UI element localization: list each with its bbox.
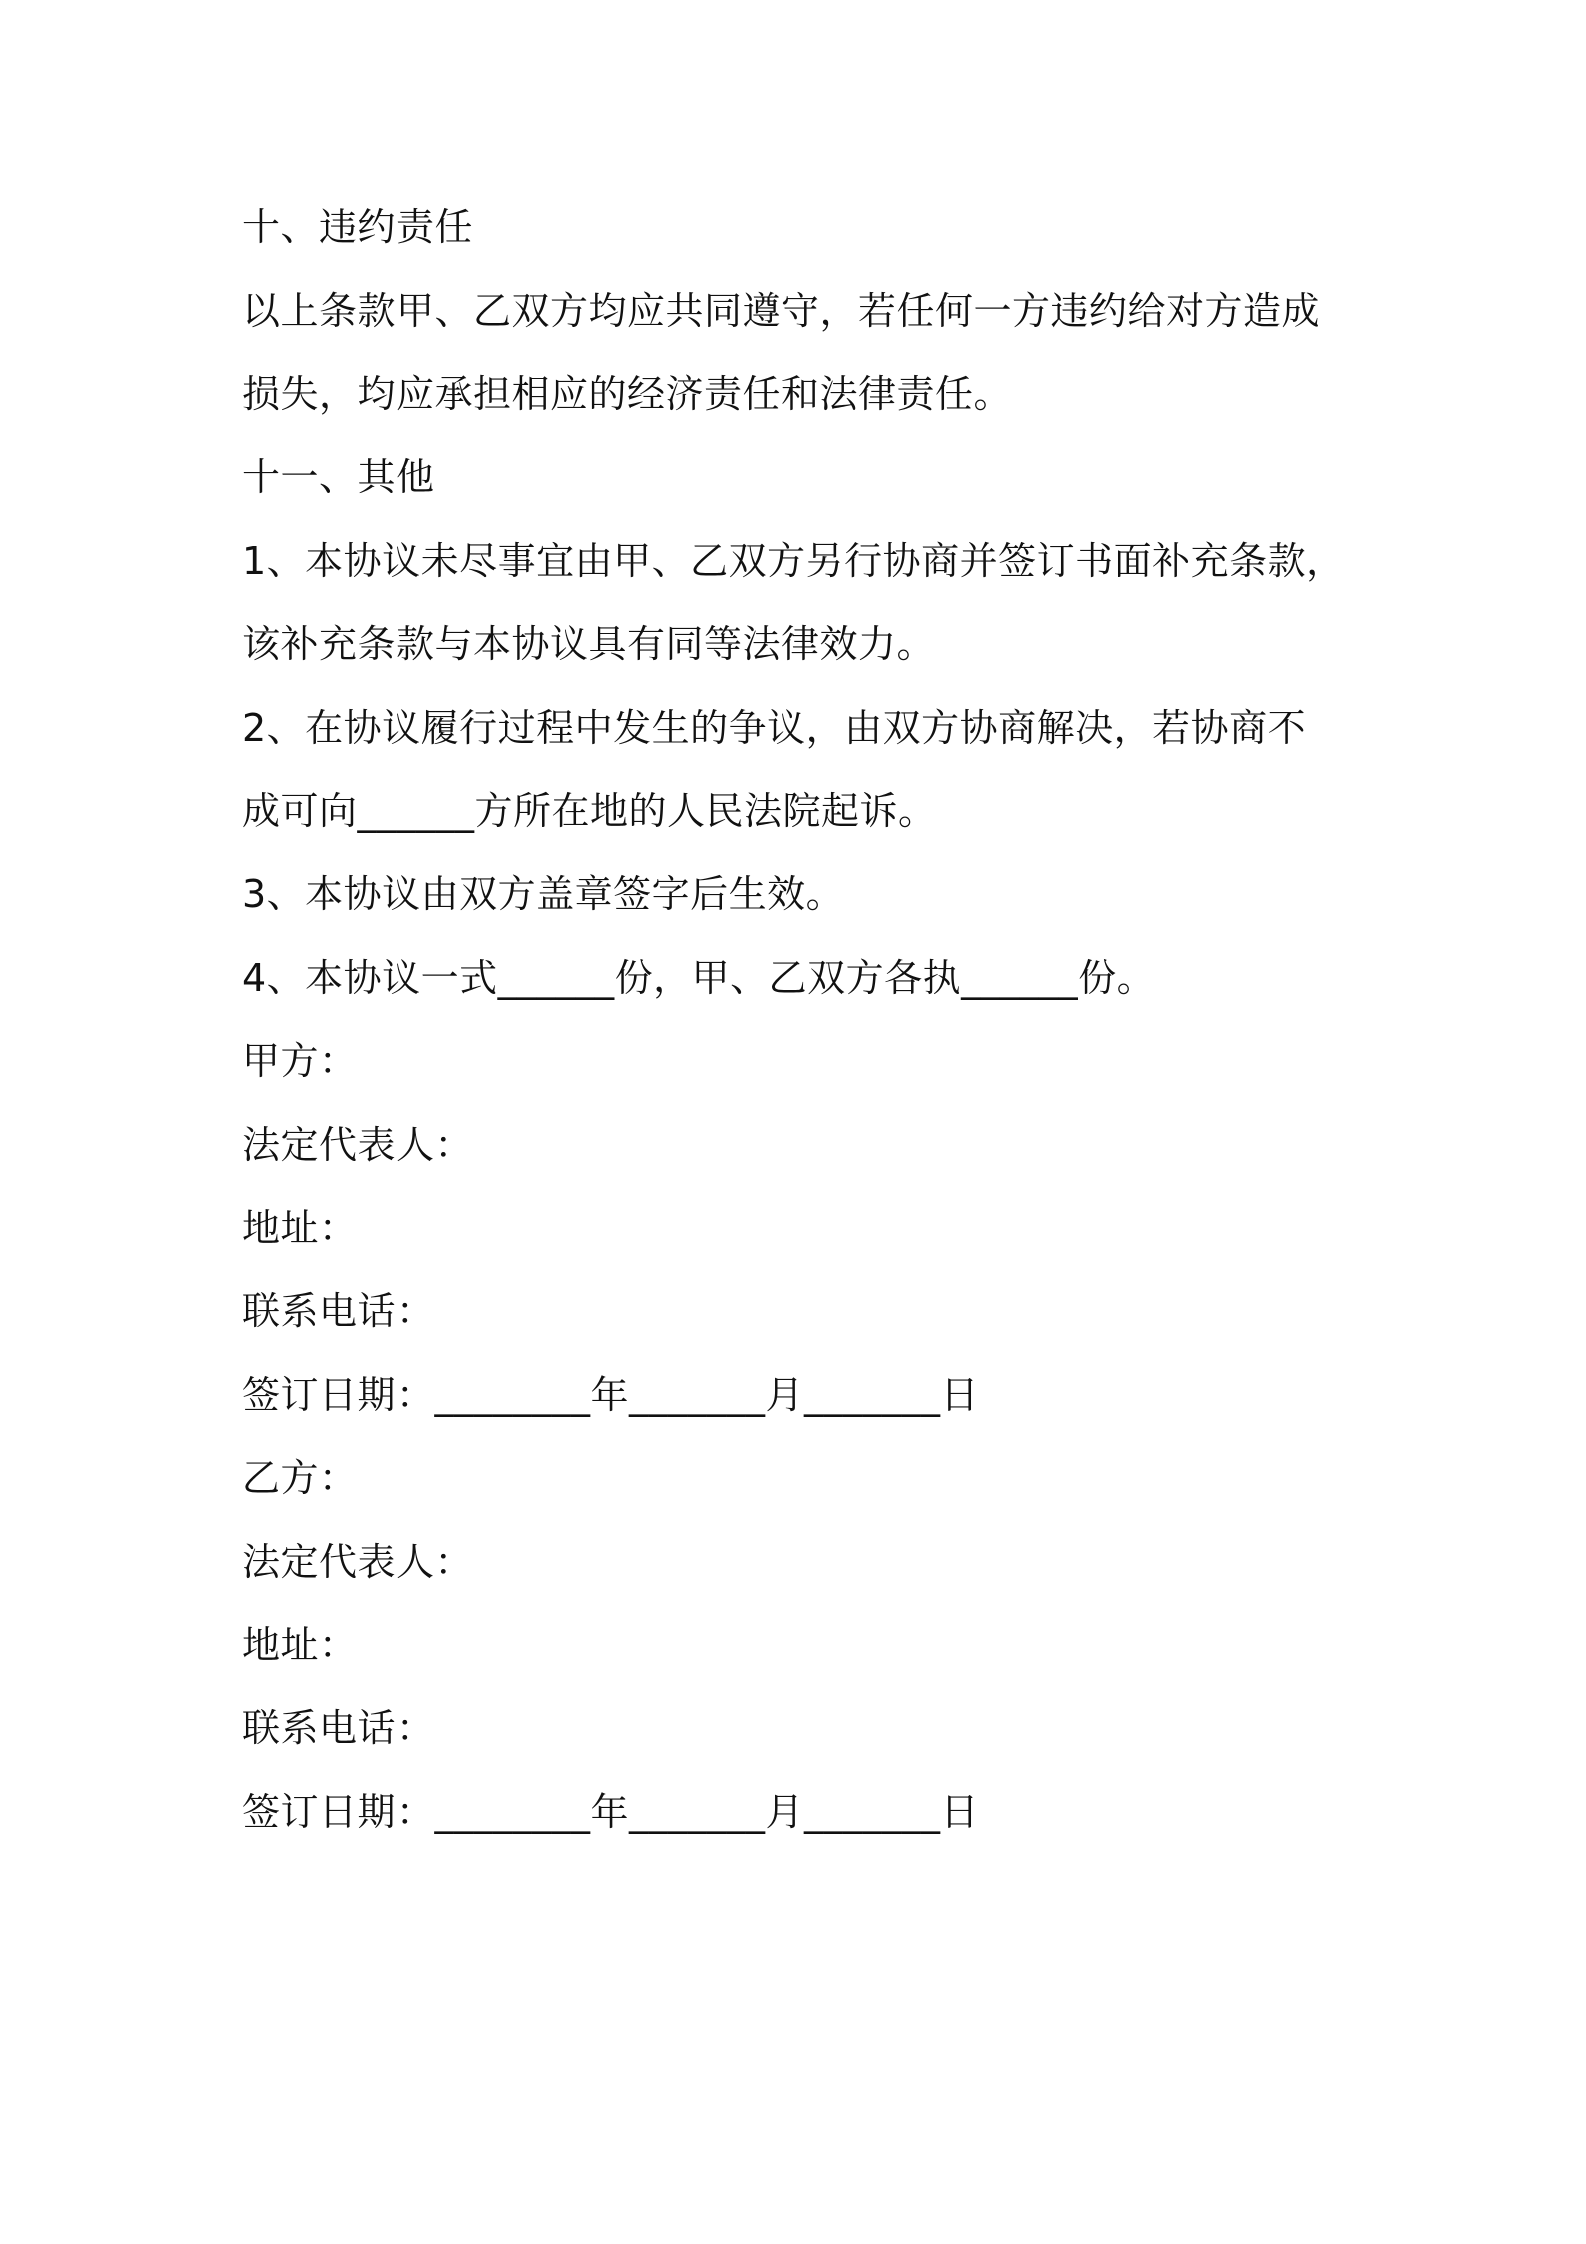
clause-2-line-1: 2、在协议履行过程中发生的争议，由双方协商解决，若协商不 [242, 706, 1307, 750]
clause-2-line-2: 成可向______方所在地的人民法院起诉。 [242, 789, 937, 833]
party-b-sign-date: 签订日期：________年_______月_______日 [242, 1790, 980, 1834]
section-10-heading: 十、违约责任 [242, 205, 474, 249]
party-b-address-label: 地址： [242, 1623, 358, 1667]
party-a-sign-date: 签订日期：________年_______月_______日 [242, 1373, 980, 1417]
clause-1-line-2: 该补充条款与本协议具有同等法律效力。 [242, 622, 936, 666]
party-b-representative-label: 法定代表人： [242, 1540, 474, 1584]
party-a-address-label: 地址： [242, 1206, 358, 1250]
section-10-paragraph-line-1: 以上条款甲、乙双方均应共同遵守，若任何一方违约给对方造成 [242, 289, 1321, 333]
party-a-label: 甲方： [242, 1039, 358, 1083]
clause-4: 4、本协议一式______份，甲、乙双方各执______份。 [242, 956, 1156, 1000]
section-11-heading: 十一、其他 [242, 455, 435, 499]
party-a-representative-label: 法定代表人： [242, 1123, 474, 1167]
clause-1-line-1: 1、本协议未尽事宜由甲、乙双方另行协商并签订书面补充条款， [242, 539, 1345, 583]
party-a-phone-label: 联系电话： [242, 1289, 435, 1333]
party-b-phone-label: 联系电话： [242, 1706, 435, 1750]
section-10-paragraph-line-2: 损失，均应承担相应的经济责任和法律责任。 [242, 372, 1013, 416]
party-b-label: 乙方： [242, 1456, 358, 1500]
clause-3: 3、本协议由双方盖章签字后生效。 [242, 872, 845, 916]
